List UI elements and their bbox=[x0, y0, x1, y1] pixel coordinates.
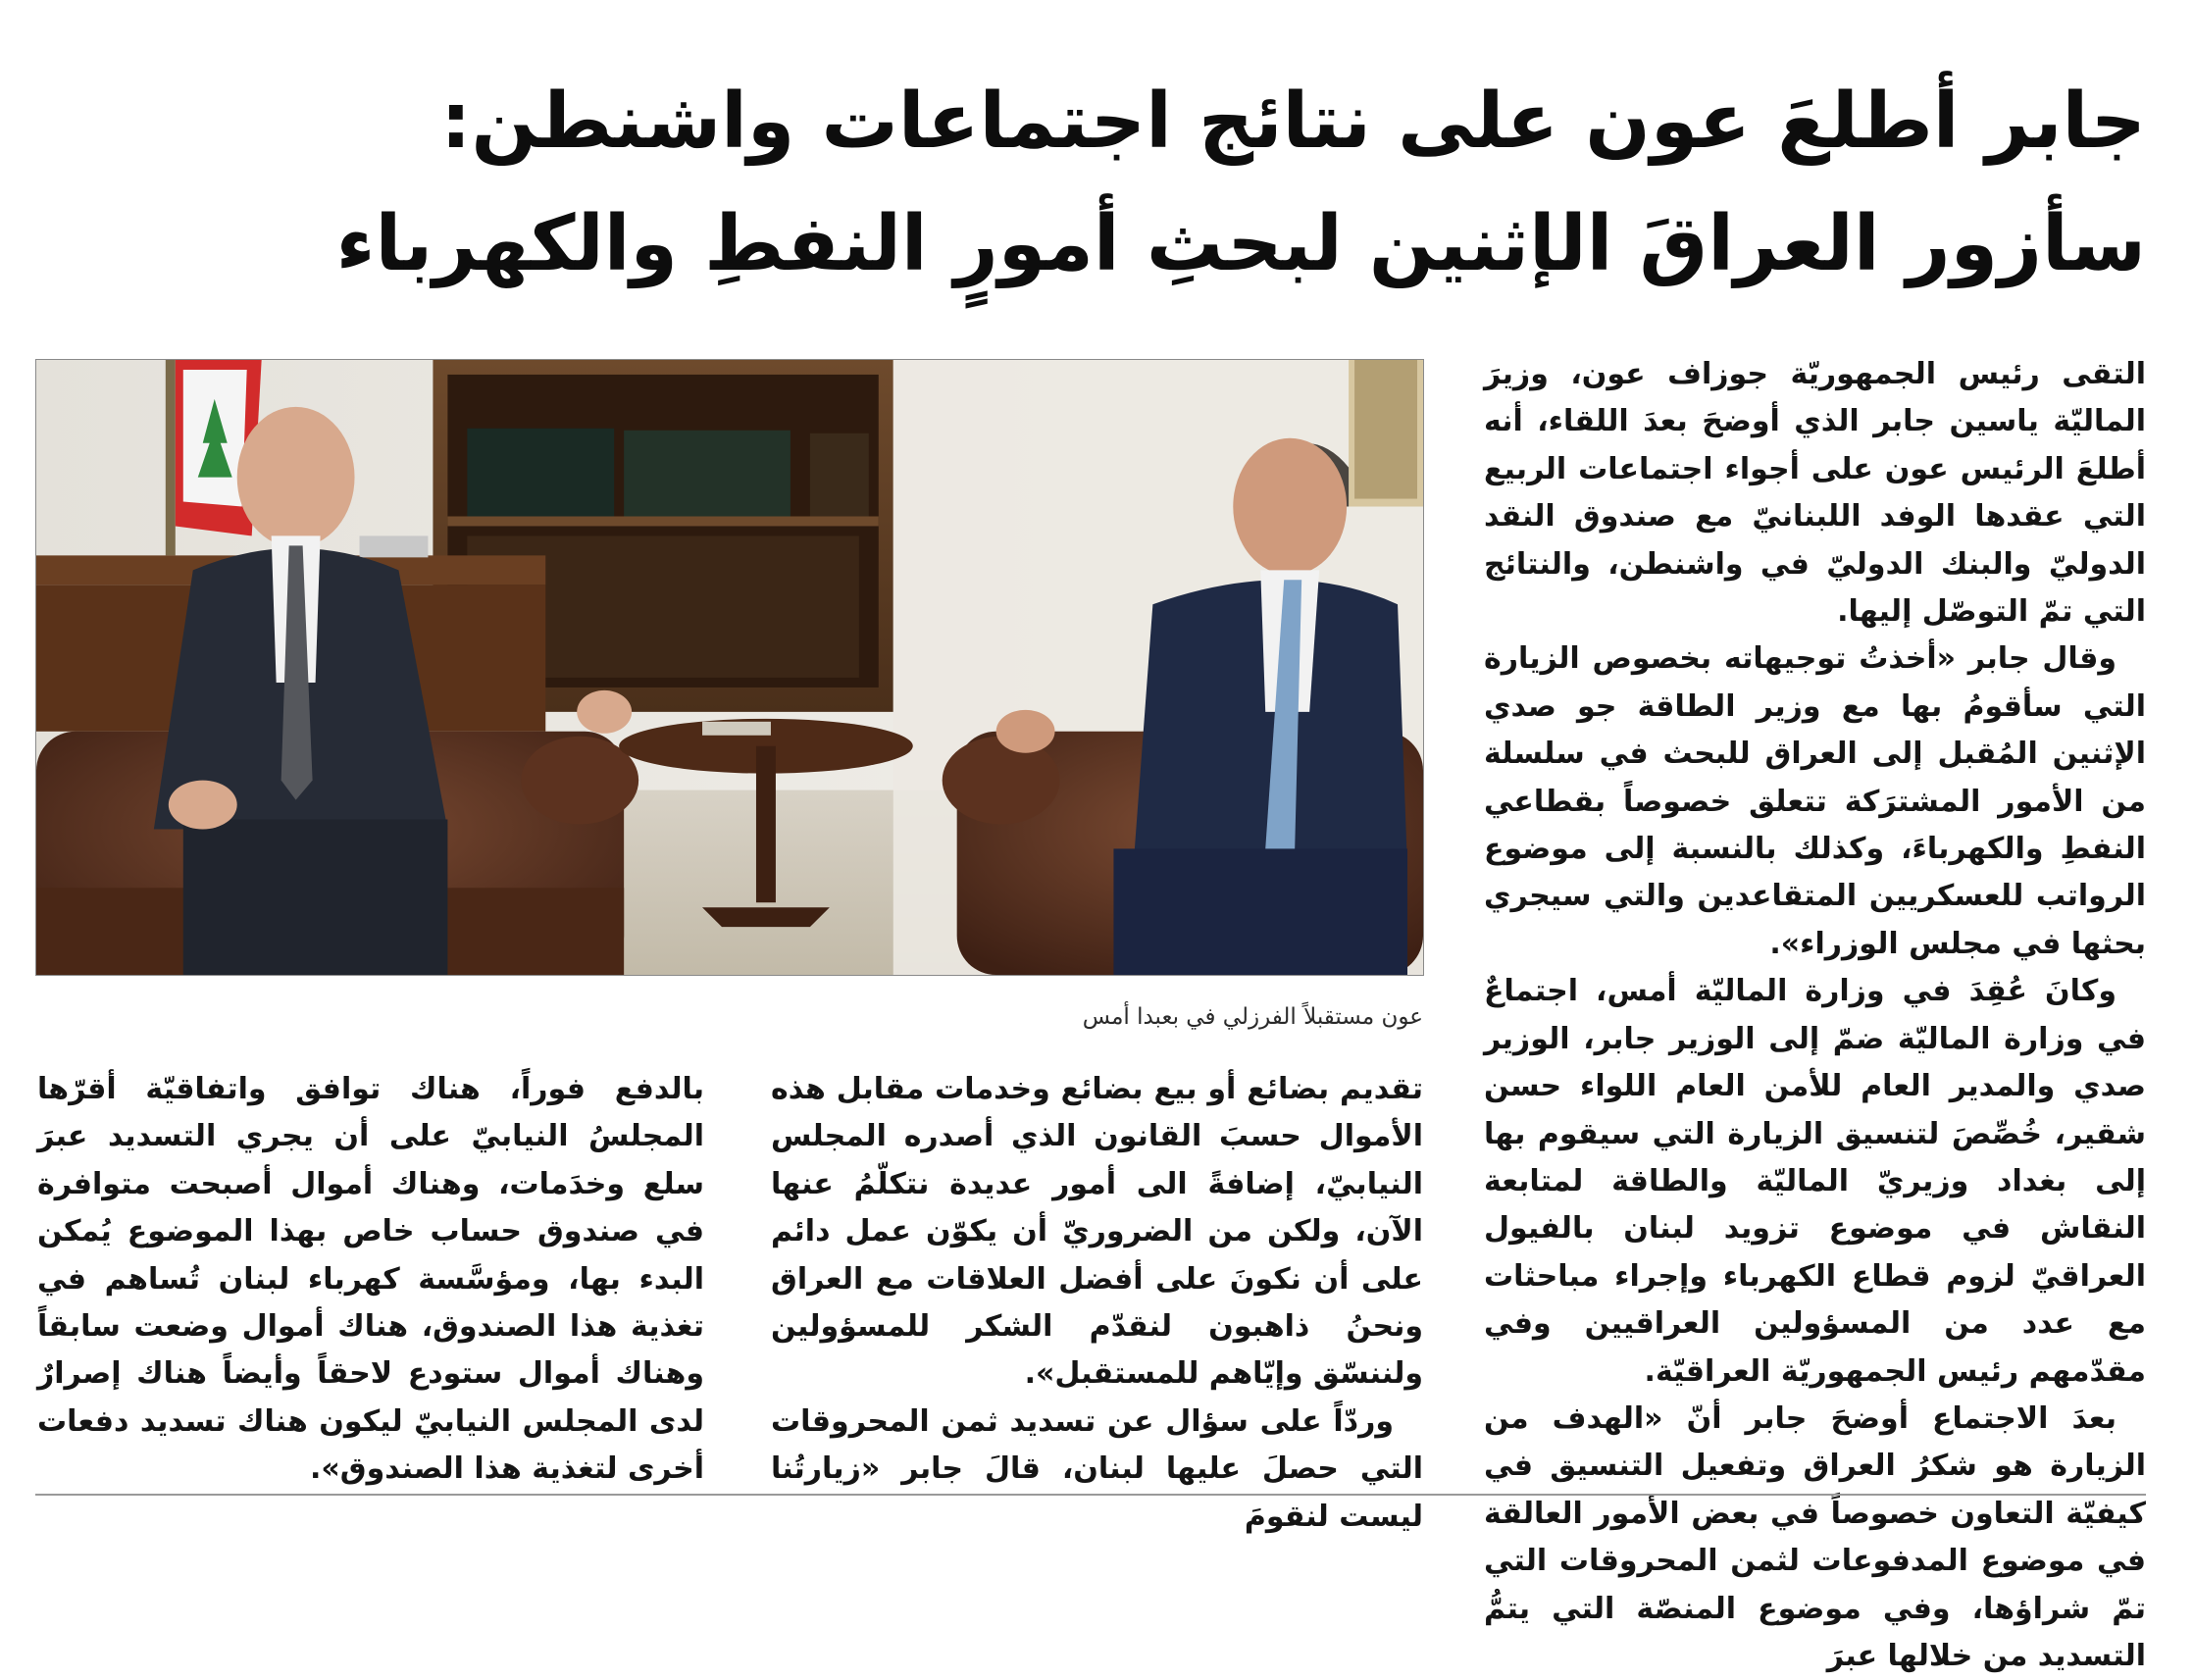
paragraph: التقى رئيس الجمهوريّة جوزاف عون، وزيرَ الماليّة ياسين جابر الذي أوضحَ بعدَ اللقاء، أنه أطلعَ الرئيس عون على أجواء اجتماعات الربيع التي عقدها الوفد اللبنانيّ مع صندوق النقد الدوليّ والبنك الدوليّ في واشنطن، والنتائج التي تمّ التوصّل إليها. bbox=[1484, 357, 2146, 630]
article-column-left bbox=[37, 1066, 704, 1494]
article-column-right bbox=[1484, 351, 2146, 1680]
meeting-photo-illustration bbox=[36, 360, 1423, 975]
paragraph: وردّاً على سؤال عن تسديد ثمن المحروقات التي حصلَ عليها لبنان، قالَ جابر «زيارتُنا ليست لنقومَ bbox=[771, 1403, 1423, 1534]
bottom-divider bbox=[35, 1494, 2146, 1496]
paragraph: وكانَ عُقِدَ في وزارة الماليّة أمس، اجتماعٌ في وزارة الماليّة ضمّ إلى الوزير جابر، الوزير صدي والمدير العام للأمن العام اللواء حسن شقير، خُصِّصَ لتنسيق الزيارة التي سيقوم بها إلى بغداد وزيريّ الماليّة والطاقة لمتابعة النقاش في موضوع تزويد لبنان بالفيول العراقيّ لزوم قطاع الكهرباء وإجراء مباحثات مع عدد من المسؤولين العراقيين وفي مقدّمهم رئيس الجمهوريّة العراقيّة. bbox=[1484, 974, 2146, 1389]
headline bbox=[335, 61, 2146, 306]
headline-line-2: سأزور العراقَ الإثنين لبحثِ أمورٍ النفطِ والكهرباء bbox=[335, 200, 2146, 288]
news-photo bbox=[35, 359, 1424, 976]
paragraph: بعدَ الاجتماع أوضحَ جابر أنّ «الهدف من الزيارة هو شكرُ العراق وتفعيل التنسيق في كيفيّة التعاون خصوصاً في بعض الأمور العالقة في موضوع المدفوعات لثمن المحروقات التي تمّ شراؤها، وفي موضوع المنصّة التي يتمُّ التسديد من خلالها عبرَ bbox=[1484, 1400, 2146, 1673]
photo-caption: عون مستقبلاً الفرزلي في بعبدا أمس bbox=[1082, 1004, 1423, 1030]
paragraph: تقديم بضائع أو بيع بضائع وخدمات مقابل هذه الأموال حسبَ القانون الذي أصدره المجلس النيابيّ، إضافةً الى أمور عديدة نتكلّمُ عنها الآن، ولكن من الضروريّ أن يكوّن عمل دائم على أن نكونَ على أفضل العلاقات مع العراق ونحنُ ذاهبون لنقدّم الشكر للمسؤولين ولننسّق وإيّاهم للمستقبل». bbox=[771, 1072, 1423, 1392]
article-column-middle bbox=[771, 1066, 1423, 1541]
paragraph: وقال جابر «أخذتُ توجيهاته بخصوص الزيارة التي سأقومُ بها مع وزير الطاقة جو صدي الإثنين المُقبل إلى العراق للبحث في سلسلة من الأمور المشترَكة تتعلق خصوصاً بقطاعي النفطِ والكهرباءَ، وكذلك بالنسبة إلى موضوع الرواتب للعسكريين المتقاعدين والتي سيجري بحثها في مجلس الوزراء». bbox=[1484, 641, 2146, 961]
paragraph: بالدفع فوراً، هناك توافق واتفاقيّة أقرّها المجلسُ النيابيّ على أن يجري التسديد عبرَ سلع وخدَمات، وهناك أموال أصبحت متوافرة في صندوق حساب خاص بهذا الموضوع يُمكن البدء بها، ومؤسَّسة كهرباء لبنان تُساهم في تغذية هذا الصندوق، هناك أموال وضعت سابقاً وهناك أموال ستودع لاحقاً وأيضاً هناك إصرارٌ لدى المجلس النيابيّ ليكون هناك تسديد دفعات أخرى لتغذية هذا الصندوق». bbox=[37, 1072, 704, 1487]
headline-line-1: جابر أطلعَ عون على نتائج اجتماعات واشنطن: bbox=[440, 77, 2146, 166]
